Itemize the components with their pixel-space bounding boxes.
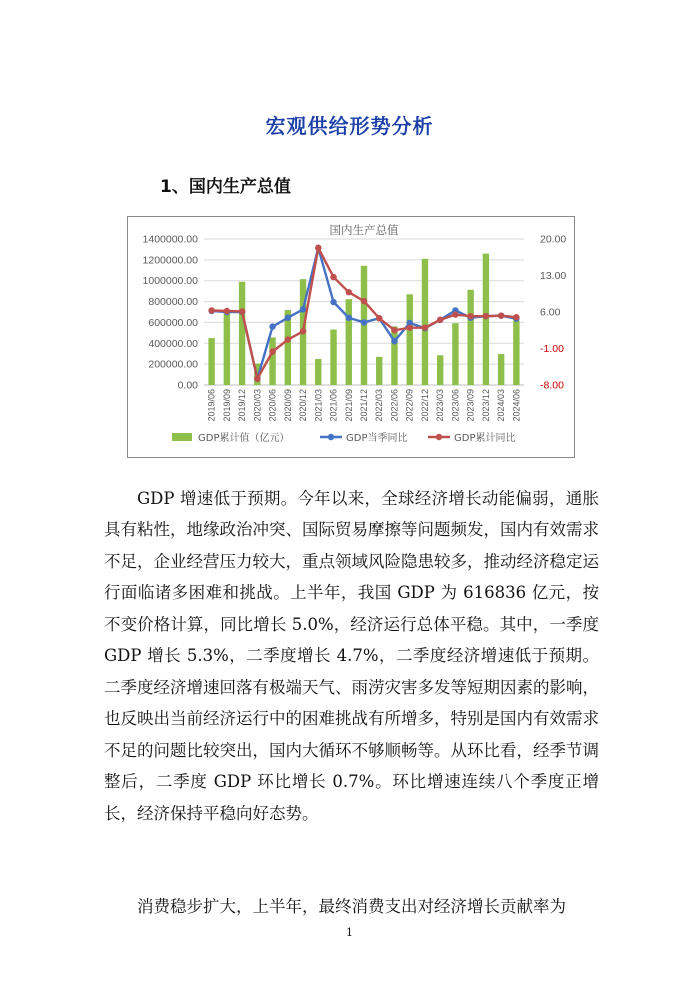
left-axis-tick-label: 1400000.00 — [142, 233, 198, 246]
x-axis-tick-label: 2024/03 — [496, 389, 507, 422]
gdp-cumulative-bar — [239, 282, 245, 385]
right-axis-tick-label: 20.00 — [540, 233, 567, 246]
gdp-cumulative-yoy-point — [254, 376, 260, 382]
page-number: 1 — [346, 926, 353, 939]
gdp-cumulative-yoy-point — [437, 317, 443, 323]
page-title: 宏观供给形势分析 — [265, 114, 434, 138]
gdp-cumulative-bar — [285, 310, 291, 385]
gdp-cumulative-bar — [467, 290, 473, 385]
gdp-cumulative-yoy-point — [513, 314, 519, 320]
gdp-quarterly-yoy-point — [285, 315, 291, 321]
x-axis-tick-label: 2023/12 — [480, 389, 491, 422]
gdp-cumulative-yoy-point — [467, 313, 473, 319]
chart-title: 国内生产总值 — [329, 223, 399, 237]
x-axis-tick-label: 2021/09 — [343, 389, 354, 422]
gdp-cumulative-yoy-point — [361, 298, 367, 304]
gdp-quarterly-yoy-point — [300, 306, 306, 312]
gdp-cumulative-yoy-point — [239, 308, 245, 314]
left-axis-tick-label: 400000.00 — [148, 337, 198, 350]
gdp-quarterly-yoy-point — [330, 299, 336, 305]
left-axis-tick-label: 1000000.00 — [142, 275, 198, 288]
x-axis-tick-label: 2020/03 — [252, 389, 263, 422]
x-axis-tick-label: 2022/09 — [404, 389, 415, 422]
left-axis-tick-label: 600000.00 — [148, 316, 198, 329]
gdp-cumulative-yoy-point — [208, 307, 214, 313]
x-axis-tick-label: 2023/06 — [450, 389, 461, 422]
gdp-cumulative-yoy-point — [483, 313, 489, 319]
x-axis-tick-label: 2019/06 — [206, 389, 217, 422]
gdp-cumulative-bar — [407, 294, 413, 385]
x-axis-tick-label: 2020/06 — [267, 389, 278, 422]
right-axis-tick-label: -8.00 — [540, 379, 564, 392]
x-axis-tick-label: 2022/06 — [389, 389, 400, 422]
legend-swatch-marker — [436, 434, 442, 440]
gdp-cumulative-yoy-point — [224, 308, 230, 314]
x-axis-tick-label: 2021/03 — [313, 389, 324, 422]
gdp-cumulative-yoy-point — [315, 245, 321, 251]
left-axis-tick-label: 0.00 — [177, 379, 198, 392]
x-axis-tick-label: 2019/12 — [237, 389, 248, 422]
legend-swatch-marker — [328, 434, 334, 440]
gdp-cumulative-bar — [452, 323, 458, 385]
gdp-cumulative-yoy-point — [498, 312, 504, 318]
gdp-cumulative-bar — [422, 259, 428, 385]
gdp-cumulative-bar — [376, 357, 382, 385]
left-axis-tick-label: 1200000.00 — [142, 254, 198, 267]
x-axis-tick-label: 2020/09 — [282, 389, 293, 422]
gdp-cumulative-bar — [391, 326, 397, 385]
legend-swatch-bar — [172, 433, 192, 441]
gdp-cumulative-bar — [269, 337, 275, 385]
gdp-cumulative-bar — [224, 312, 230, 385]
gdp-cumulative-bar — [315, 359, 321, 385]
gdp-quarterly-yoy-point — [346, 315, 352, 321]
x-axis-tick-label: 2022/03 — [374, 389, 385, 422]
x-axis-tick-label: 2024/06 — [511, 389, 522, 422]
gdp-cumulative-yoy-point — [407, 324, 413, 330]
gdp-cumulative-bar — [346, 299, 352, 385]
x-axis-tick-label: 2021/12 — [359, 389, 369, 422]
right-axis-tick-label: 6.00 — [540, 306, 561, 319]
gdp-cumulative-yoy-point — [330, 274, 336, 280]
gdp-cumulative-bar — [208, 338, 214, 385]
x-axis-tick-label: 2021/06 — [328, 389, 339, 422]
gdp-cumulative-yoy-point — [376, 315, 382, 321]
x-axis-tick-label: 2019/09 — [221, 389, 232, 422]
gdp-quarterly-yoy-point — [361, 319, 367, 325]
gdp-cumulative-yoy-point — [300, 328, 306, 334]
gdp-cumulative-yoy-point — [422, 324, 428, 330]
legend-label: GDP当季同比 — [346, 433, 408, 444]
gdp-cumulative-bar — [330, 330, 336, 385]
paragraph-gdp-growth: GDP 增速低于预期。今年以来，全球经济增长动能偏弱，通胀具有粘性，地缘政治冲突、国际贸易摩擦等问题频发，国内有效需求不足，企业经营压力较大，重点领域风险隐患较多，推动经济稳定运行面临诸多困难和挑战。上半年，我国 GDP 为 616836 亿元，按不变价格计算，同比增长 5.0%，经济运行总体平稳。其中，一季度 GDP 增长 5.3%，二季度增长 4.7%，二季度经济增速低于预期。二季度经济增速回落有极端天气、雨涝灾害多发等短期因素的影响，也反映出当前经济运行中的困难挑战有所增多，特别是国内有效需求不足的问题比较突出，国内大循环不够顺畅等。从环比看，经季节调整后，二季度 GDP 环比增长 0.7%。环比增速连续八个季度正增长，经济保持平稳向好态势。 — [104, 488, 599, 823]
left-axis-tick-label: 800000.00 — [148, 296, 198, 309]
gdp-quarterly-yoy-point — [391, 338, 397, 344]
gdp-cumulative-bar — [513, 321, 519, 385]
x-axis-tick-label: 2020/12 — [298, 389, 309, 422]
gdp-cumulative-bar — [437, 355, 443, 385]
x-axis-tick-label: 2023/03 — [435, 389, 446, 422]
x-axis-tick-label: 2023/09 — [465, 389, 476, 422]
gdp-cumulative-yoy-point — [346, 289, 352, 295]
gdp-chart-svg — [128, 217, 574, 457]
gdp-quarterly-yoy-point — [269, 323, 275, 329]
legend-label: GDP累计同比 — [454, 433, 516, 444]
right-axis-tick-label: 13.00 — [540, 270, 567, 282]
gdp-cumulative-yoy-point — [269, 348, 275, 354]
gdp-cumulative-yoy-point — [285, 336, 291, 342]
gdp-cumulative-yoy-point — [452, 311, 458, 317]
paragraph-consumption: 消费稳步扩大，上半年，最终消费支出对经济增长贡献率为 — [137, 896, 566, 916]
gdp-cumulative-yoy-point — [391, 327, 397, 333]
gdp-chart — [127, 216, 575, 458]
left-axis-tick-label: 200000.00 — [148, 358, 198, 371]
right-axis-tick-label: -1.00 — [540, 343, 564, 355]
section-heading: 1、国内生产总值 — [160, 177, 291, 197]
gdp-cumulative-bar — [498, 354, 504, 385]
legend-label: GDP累计值（亿元） — [198, 433, 290, 444]
x-axis-tick-label: 2022/12 — [419, 389, 430, 422]
